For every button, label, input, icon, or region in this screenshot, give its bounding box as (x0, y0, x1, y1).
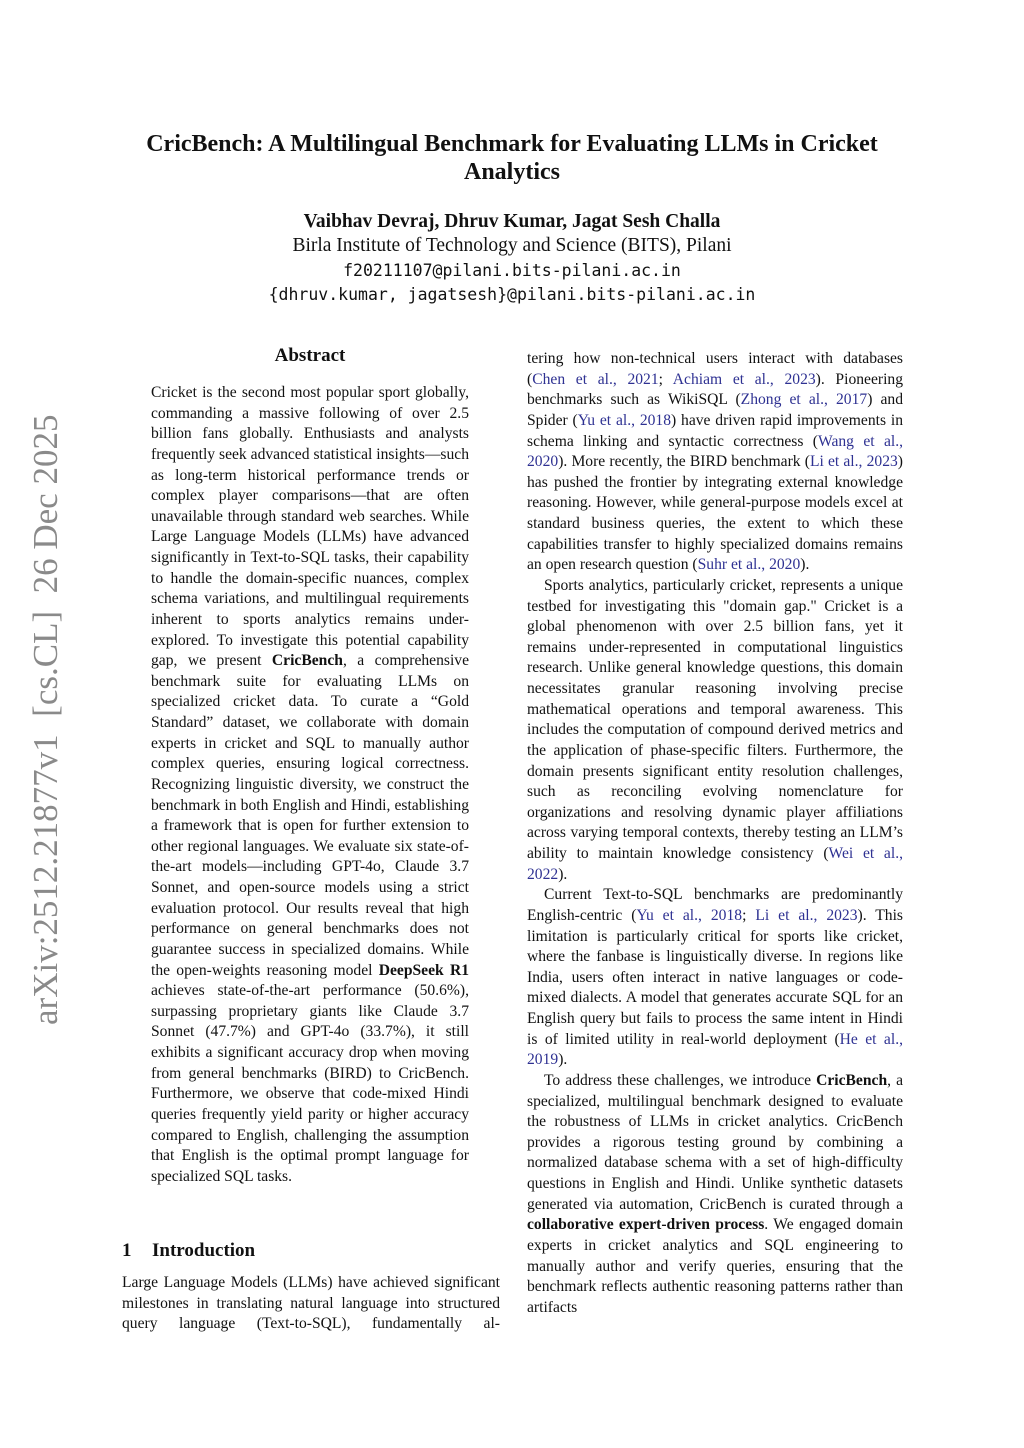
text-run: , a specialized, multilingual benchmark designed to evaluate the robustness of LLMs in cricket analytics. CricBench provides a rigorous testing ground by combining a normalized database schema with a set of high-difficulty questions in English and Hindi. Unlike synthetic datasets generated via automation, CricBench is curated through a (527, 1071, 903, 1213)
text-run: ) has pushed the frontier by integrating external knowledge reasoning. However, while general-purpose models excel at standard business queries, the extent to which these capabilities transfer to highly specialized domains remains an open research question ( (527, 453, 903, 574)
citation-link[interactable]: Achiam et al., 2023 (672, 370, 816, 388)
authors: Vaibhav Devraj, Dhruv Kumar, Jagat Sesh Challa (303, 211, 721, 232)
section-number: 1 (122, 1240, 132, 1261)
text-run: Sports analytics, particularly cricket, represents a unique testbed for investigating this "domain gap." Cricket is a global phenomenon with over 2.5 billion fans, yet it remains under-represented in computational linguistics research. Unlike general knowledge questions, this domain necessitates granular reasoning involving precise mathematical operations and temporal awareness. This includes the computation of compound derived metrics and the application of phase-specific filters. Furthermore, the domain presents significant entity resolution challenges, such as reconciling evolving nomenclature for organizations and resolving dynamic player affiliations across varying temporal contexts, thereby testing an LLM’s ability to maintain knowledge consistency ( (527, 576, 903, 862)
email-2: {dhruv.kumar, jagatsesh}@pilani.bits-pilani.ac.in (268, 285, 756, 304)
text-run: ). More recently, the BIRD benchmark ( (558, 453, 810, 471)
citation-link[interactable]: Wang et al., 2020 (527, 432, 904, 471)
bold-text: collaborative expert-driven process (527, 1216, 765, 1234)
citation-link[interactable]: Zhong et al., 2017 (740, 391, 868, 409)
citation-link[interactable]: Yu et al., 2018 (636, 906, 743, 924)
affiliation: Birla Institute of Technology and Science (BITS), Pilani (292, 235, 732, 256)
citation-link[interactable]: Li et al., 2023 (809, 453, 898, 471)
paragraph (527, 1071, 903, 1319)
paragraph (122, 1273, 500, 1335)
arxiv-identifier: arXiv:2512.21877v1 [cs.CL] 26 Dec 2025 (26, 414, 65, 1025)
citation-link[interactable]: Wei et al., 2022 (527, 845, 903, 883)
introduction-left-column (122, 1273, 500, 1335)
citation-link[interactable]: Chen et al., 2021 (532, 370, 659, 388)
text-run: Large Language Models (LLMs) have achieved significant milestones in translating natural language into structured query language (Text-to-SQL), fundamentally al- (122, 1274, 500, 1333)
citation-link[interactable]: Li et al., 2023 (755, 906, 858, 924)
text-run: ) have driven rapid improvements in schema linking and syntactic correctness ( (527, 411, 903, 450)
email-1: f20211107@pilani.bits-pilani.ac.in (343, 261, 681, 280)
text-run: ; (658, 370, 673, 388)
text-run: tering how non-technical users interact with databases ( (527, 350, 903, 388)
citation-link[interactable]: He et al., 2019 (527, 1030, 903, 1069)
text-run: ). (558, 865, 568, 883)
text-run: ). This limitation is particularly critical for sports like cricket, where the fanbase is linguistically diverse. In regions like India, users often interact in native languages or code-mixed dialects. A model that generates accurate SQL for an English query but fails to process the same intent in Hindi is of limited utility in real-world deployment ( (527, 906, 904, 1048)
paragraph (527, 349, 903, 576)
paragraph (527, 885, 903, 1071)
section-heading-introduction (122, 1240, 255, 1262)
title-line-1: CricBench: A Multilingual Benchmark for Evaluating LLMs in Cricket (146, 131, 878, 157)
bold-text: DeepSeek R1 (378, 961, 470, 979)
text-run: Cricket is the second most popular sport globally, commanding a massive following of over 2.5 billion fans globally. Enthusiasts and analysts frequently seek advanced statistical insights—such as long-term historical performance trends or complex player comparisons—that are often unavailable through standard web searches. While Large Language Models (LLMs) have advanced significantly in Text-to-SQL tasks, their capability to handle the domain-specific nuances, complex schema variations, and multilingual requirements inherent to sports analytics remains under-explored. To investigate this potential capability gap, we present (151, 384, 469, 670)
text-run: Current Text-to-SQL benchmarks are predominantly English-centric ( (527, 886, 903, 924)
introduction-right-column (527, 349, 903, 1318)
text-run: ). Pioneering benchmarks such as WikiSQL ( (527, 370, 903, 409)
text-run: To address these challenges, we introduce (544, 1071, 817, 1089)
abstract-body (151, 383, 469, 1187)
paragraph (151, 383, 469, 1187)
text-run: achieves state-of-the-art performance (50.6%), surpassing proprietary giants like Claude 3.7 Sonnet (47.7%) and GPT-4o (33.7%), it still exhibits a significant accuracy drop when moving from general benchmarks (BIRD) to CricBench. Furthermore, we observe that code-mixed Hindi queries frequently yield parity or higher accuracy compared to English, challenging the assumption that English is the optimal prompt language for specialized SQL tasks. (151, 982, 469, 1185)
text-run: , a comprehensive benchmark suite for evaluating LLMs on specialized cricket data. To curate a “Gold Standard” dataset, we collaborate with domain experts in cricket and SQL to manually author complex queries, ensuring logical correctness. Recognizing linguistic diversity, we construct the benchmark in both English and Hindi, establishing a framework that is open for further extension to other regional languages. We evaluate six state-of-the-art models—including GPT-4o, Claude 3.7 Sonnet, and open-source models using a strict evaluation protocol. Our results reveal that high performance on general benchmarks does not guarantee success in specialized domains. While the open-weights reasoning model (151, 652, 469, 979)
abstract-heading: Abstract (274, 345, 346, 366)
section-title: Introduction (152, 1240, 256, 1261)
text-run: ). (800, 556, 810, 574)
paragraph (527, 576, 903, 885)
text-run: ). (558, 1051, 568, 1069)
title-line-2: Analytics (464, 159, 560, 185)
paper-title (120, 130, 904, 186)
text-run: . We engaged domain experts in cricket analytics and SQL engineering to manually author and verify queries, ensuring that the benchmark reflects authentic reasoning patterns rather than artifacts (527, 1216, 903, 1316)
text-run: ) and Spider ( (527, 391, 903, 429)
bold-text: CricBench (816, 1071, 888, 1089)
citation-link[interactable]: Yu et al., 2018 (577, 411, 672, 429)
citation-link[interactable]: Suhr et al., 2020 (697, 556, 801, 574)
text-run: ; (742, 906, 756, 924)
bold-text: CricBench (271, 652, 343, 670)
